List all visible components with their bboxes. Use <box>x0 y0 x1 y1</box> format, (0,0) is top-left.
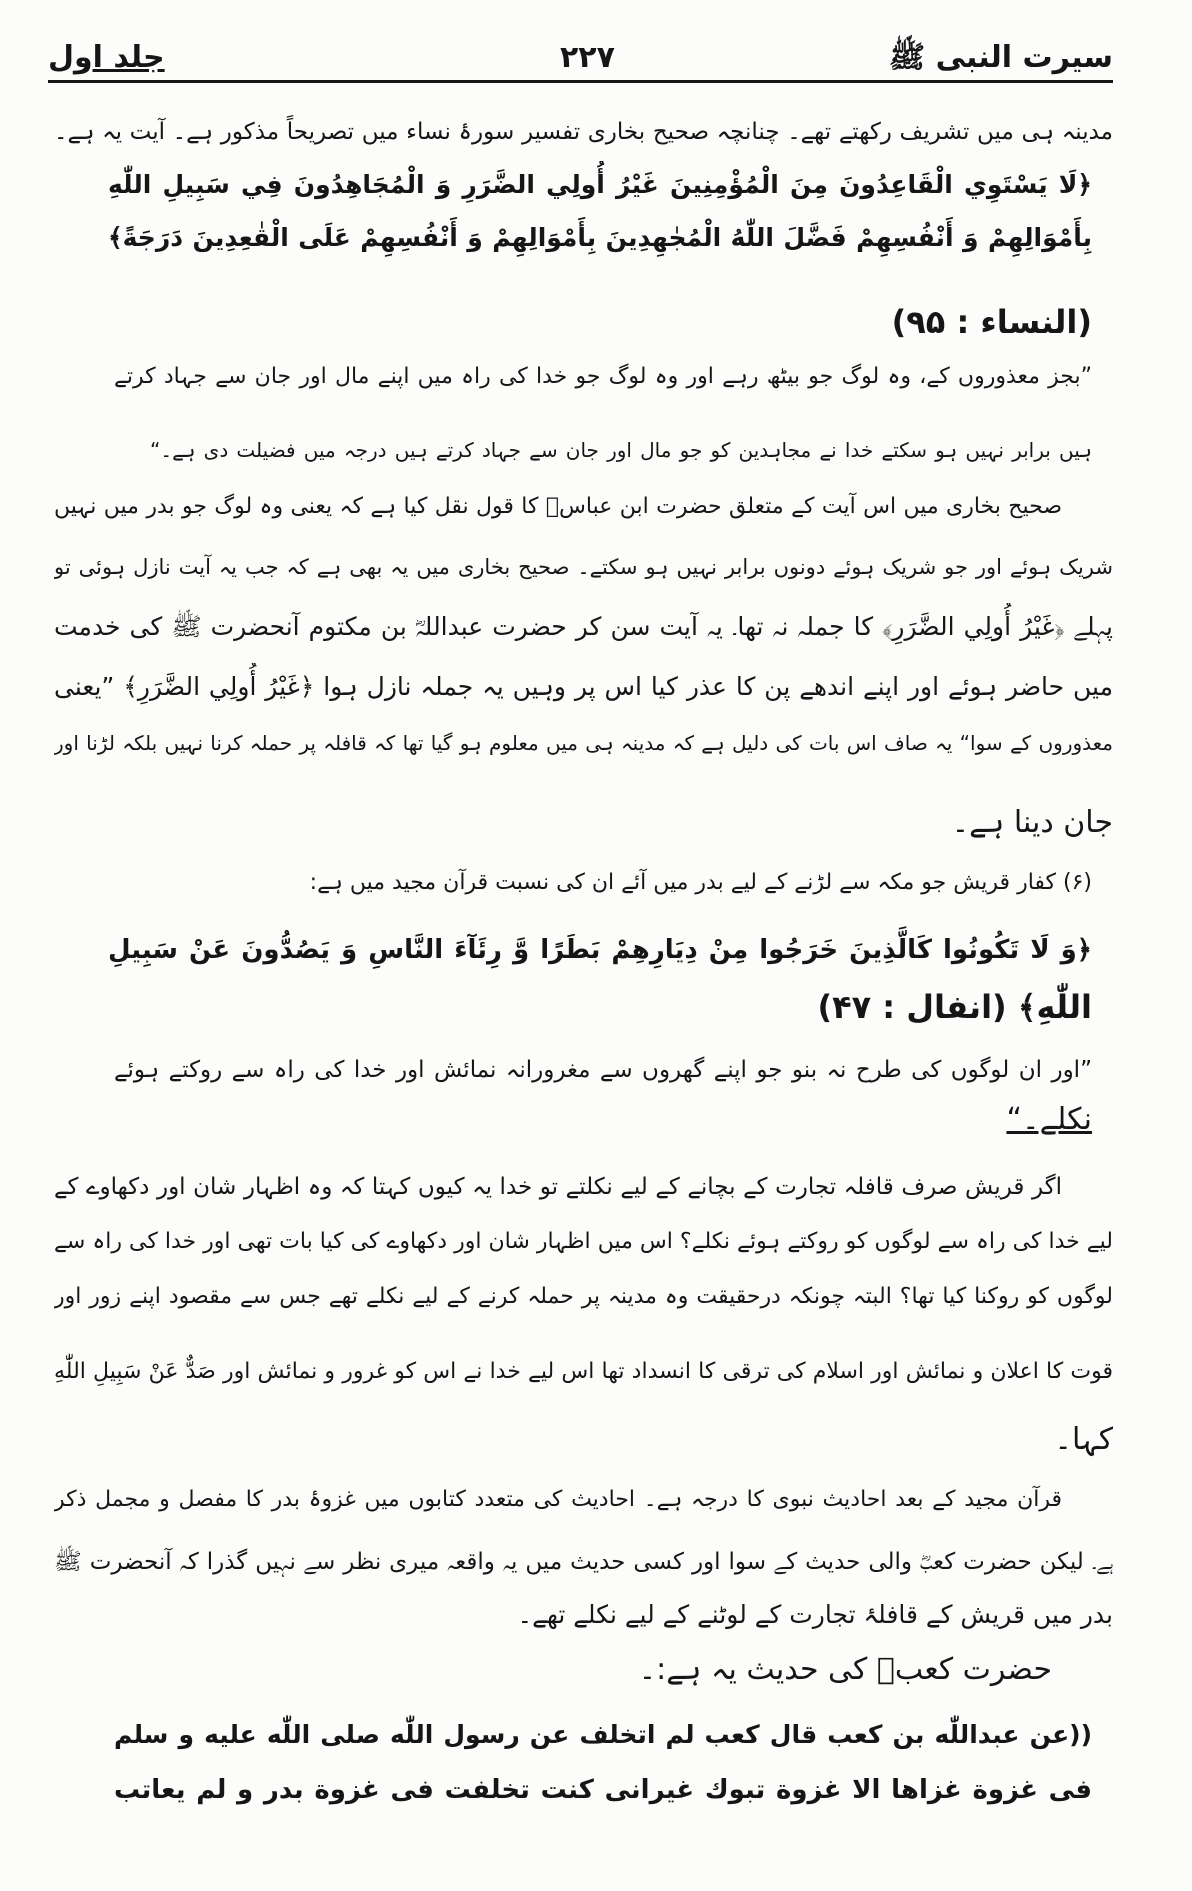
text-line: مدینہ ہی میں تشریف رکھتے تھے۔ چنانچہ صحیح بخاری تفسیر سورۂ نساء میں تصریحاً مذکور ہے۔ آیت یہ ہے۔ <box>54 119 1113 145</box>
text-line: معذوروں کے سوا“ یہ صاف اس بات کی دلیل ہے کہ مدینہ ہی میں معلوم ہو گیا تھا کہ قافلہ پر حملہ کرنا نہیں بلکہ لڑنا اور <box>54 731 1113 755</box>
header-rule <box>48 80 1113 83</box>
text-line: لیے خدا کی راہ سے لوگوں کو روکتے ہوئے نکلے؟ اس میں اظہار شان اور دکھاوے کی کیا بات تھی اور خدا کی راہ سے <box>54 1229 1113 1254</box>
text-line: لوگوں کو روکنا کیا تھا؟ البتہ چونکہ درحقیقت وہ مدینہ پر حملہ کرنے کے لیے نکلے تھے جس سے مقصود اپنے زور اور <box>54 1284 1113 1309</box>
text-line: قرآن مجید کے بعد احادیث نبوی کا درجہ ہے۔ احادیث کی متعدد کتابوں میں غزوۂ بدر کا مفصل و مجمل ذکر <box>54 1487 1062 1512</box>
volume-label: جلد اول <box>48 40 165 75</box>
text-line: میں حاضر ہوئے اور اپنے اندھے پن کا عذر کیا اس پر وہیں یہ جملہ نازل ہوا ﴿غَيْرُ أُولِي الضَّرَرِ﴾ ”یعنی <box>54 672 1113 701</box>
text-line: جان دینا ہے۔ <box>951 805 1113 840</box>
text-line: صحیح بخاری میں اس آیت کے متعلق حضرت ابن عباسؓ کا قول نقل کیا ہے کہ یعنی وہ لوگ جو بدر میں نہیں <box>54 494 1062 519</box>
quran-verse-line: بِأَمْوَالِهِمْ وَ أَنْفُسِهِمْ فَضَّلَ اللّٰهُ الْمُجٰهِدِينَ بِأَمْوَالِهِمْ وَ أَنْفُسِهِمْ عَلَى الْقٰعِدِينَ دَرَجَةً﴾ <box>108 223 1092 252</box>
translation-line: ”اور ان لوگوں کی طرح نہ بنو جو اپنے گھروں سے مغرورانہ نمائش اور خدا کی راہ سے روکتے ہوئے <box>114 1057 1092 1083</box>
quran-verse-line: ﴿لَا يَسْتَوِي الْقَاعِدُونَ مِنَ الْمُؤْمِنِينَ غَيْرُ أُولِي الضَّرَرِ وَ الْمُجَاهِدُونَ فِي سَبِيلِ اللّٰهِ <box>108 170 1092 199</box>
text-line: اگر قریش صرف قافلہ تجارت کے بچانے کے لیے نکلتے تو خدا یہ کیوں کہتا کہ وہ اظہار شان اور دکھاوے کے <box>54 1174 1062 1200</box>
hadith-line: فى غزوة غزاها الا غزوة تبوك غيرانى كنت تخلفت فى غزوة بدر و لم يعاتب <box>114 1775 1092 1805</box>
text-line: قوت کا اعلان و نمائش اور اسلام کی ترقی کا انسداد تھا اس لیے خدا نے اس کو غرور و نمائش اور صَدٌّ عَنْ سَبِيلِ اللّٰهِ <box>54 1359 1113 1384</box>
text-line: پہلے ﴿غَيْرُ أُولِي الضَّرَرِ﴾ کا جملہ نہ تھا۔ یہ آیت سن کر حضرت عبداللہؓ بن مکتوم آنحضرت ﷺ کی خدمت <box>54 612 1113 641</box>
translation-line: نکلے۔“ <box>1006 1102 1092 1137</box>
text-line: (۶) کفار قریش جو مکہ سے لڑنے کے لیے بدر میں آئے ان کی نسبت قرآن مجید میں ہے: <box>309 870 1092 895</box>
translation-line: ہیں برابر نہیں ہو سکتے خدا نے مجاہدین کو جو مال اور جان سے جہاد کرتے ہیں درجہ میں فضیلت دی ہے۔“ <box>150 438 1092 462</box>
translation-line: ”بجز معذوروں کے، وہ لوگ جو بیٹھ رہے اور وہ لوگ جو خدا کی راہ میں اپنے مال اور جان سے جہاد کرتے <box>114 364 1092 389</box>
hadith-line: ((عن عبداللّٰه بن كعب قال كعب لم اتخلف عن رسول اللّٰه صلى اللّٰه عليه و سلم <box>114 1720 1092 1749</box>
text-line: ہے۔ لیکن حضرت کعبؓ والی حدیث کے سوا اور کسی حدیث میں یہ واقعہ میری نظر سے نہیں گذرا کہ آنحضرت ﷺ <box>54 1549 1113 1575</box>
text-line: شریک ہوئے اور جو شریک ہوئے دونوں برابر نہیں ہو سکتے۔ صحیح بخاری میں یہ بھی ہے کہ جب یہ آیت نازل ہوئی تو <box>54 555 1113 579</box>
text-line: کہا۔ <box>1054 1422 1113 1457</box>
text-line: بدر میں قریش کے قافلۂ تجارت کے لوٹنے کے لیے نکلے تھے۔ <box>517 1600 1113 1629</box>
book-title: سیرت النبی ﷺ <box>888 40 1113 75</box>
verse-reference: (النساء : ۹۵) <box>891 303 1092 341</box>
page-number: ۲۲۷ <box>560 40 615 75</box>
quran-verse-line: ﴿وَ لَا تَكُونُوا كَالَّذِينَ خَرَجُوا مِنْ دِيَارِهِمْ بَطَرًا وَّ رِئَآءَ النَّاسِ وَ يَصُدُّونَ عَنْ سَبِيلِ <box>108 935 1092 965</box>
text-line: حضرت کعبؓ کی حدیث یہ ہے:۔ <box>638 1652 1052 1687</box>
quran-verse-line: اللّٰهِ﴾ (انفال : ۴۷) <box>817 988 1092 1026</box>
